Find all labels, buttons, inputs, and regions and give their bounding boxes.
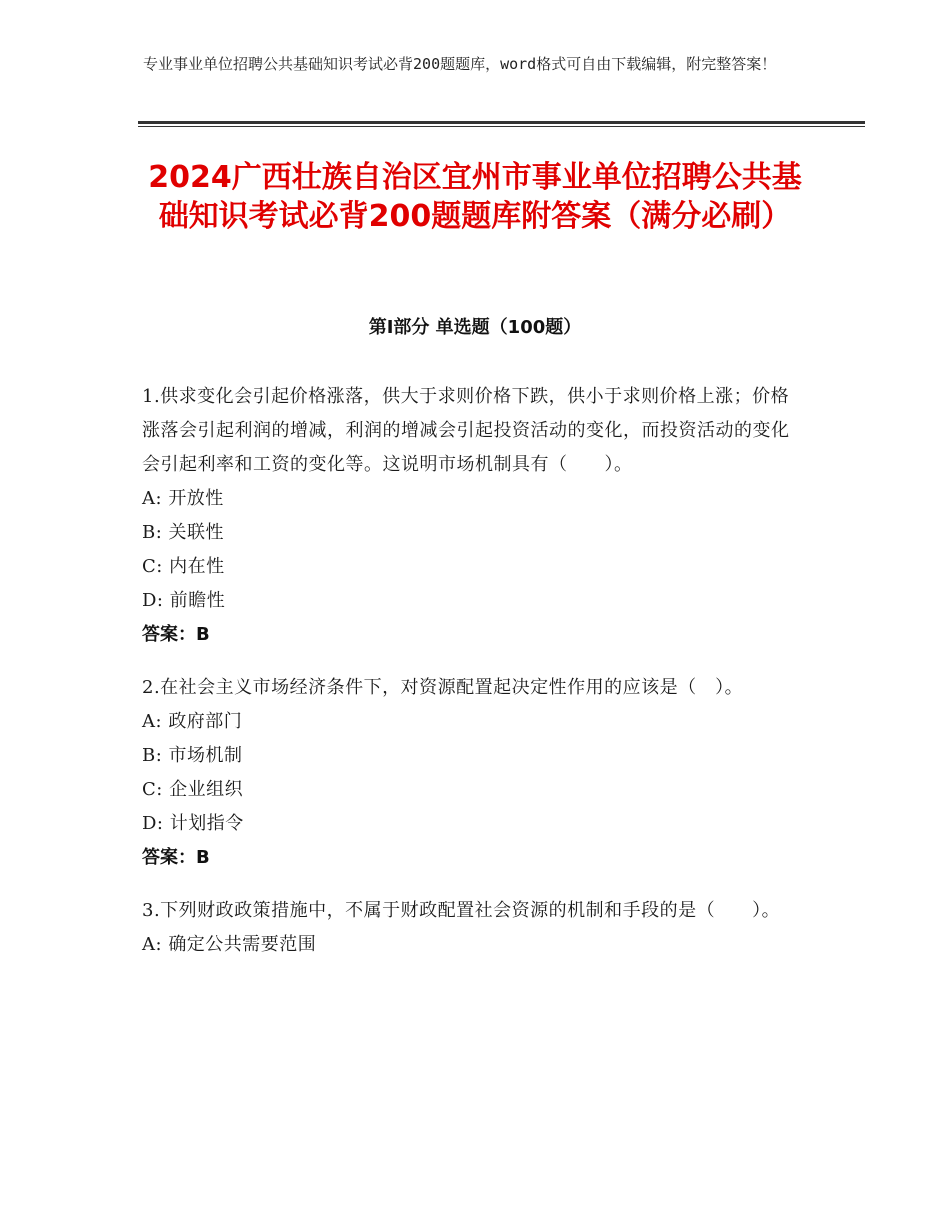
header-note: 专业事业单位招聘公共基础知识考试必背200题题库，word格式可自由下载编辑，附完整答案！	[143, 55, 777, 73]
question-stem: 2.在社会主义市场经济条件下，对资源配置起决定性作用的应该是（ ）。	[142, 677, 744, 698]
option-label: B:	[142, 745, 163, 766]
option-label: A:	[142, 934, 163, 955]
option-label: D:	[142, 590, 164, 611]
question-1	[142, 380, 802, 652]
option-label: C:	[142, 779, 163, 800]
question-3	[142, 894, 802, 962]
option-text: 计划指令	[169, 813, 244, 834]
option-text: 开放性	[168, 488, 224, 509]
option-text: 关联性	[168, 522, 225, 543]
option-text: 确定公共需要范围	[168, 934, 317, 955]
question-2	[142, 671, 802, 875]
option-a	[142, 928, 802, 962]
option-label: D:	[142, 813, 164, 834]
option-label: B:	[142, 522, 163, 543]
option-a	[142, 705, 802, 739]
option-b	[142, 516, 802, 550]
option-text: 政府部门	[168, 711, 243, 732]
option-label: C:	[142, 556, 163, 577]
option-label: A:	[142, 488, 163, 509]
option-text: 市场机制	[168, 745, 243, 766]
header-rule-thin	[138, 126, 865, 127]
option-text: 企业组织	[169, 779, 244, 800]
answer: 答案：B	[142, 847, 210, 868]
option-c	[142, 550, 802, 584]
question-stem: 1.供求变化会引起价格涨落，供大于求则价格下跌，供小于求则价格上涨；价格涨落会引起利润的增减，利润的增减会引起投资活动的变化，而投资活动的变化会引起利率和工资的变化等。这说明市场机制具有（ ）。	[142, 386, 790, 475]
option-c	[142, 773, 802, 807]
option-d	[142, 807, 802, 841]
header-rule-thick	[138, 121, 865, 124]
option-text: 内在性	[169, 556, 225, 577]
option-label: A:	[142, 711, 163, 732]
option-a	[142, 482, 802, 516]
option-b	[142, 739, 802, 773]
question-stem: 3.下列财政政策措施中，不属于财政配置社会资源的机制和手段的是（ ）。	[142, 900, 781, 921]
question-list	[142, 380, 802, 981]
option-text: 前瞻性	[169, 590, 226, 611]
option-d	[142, 584, 802, 618]
answer: 答案：B	[142, 624, 210, 645]
document-title: 2024广西壮族自治区宜州市事业单位招聘公共基础知识考试必背200题题库附答案（满分必刷）	[148, 160, 802, 234]
section-title: 第Ⅰ部分 单选题（100题）	[368, 317, 582, 338]
